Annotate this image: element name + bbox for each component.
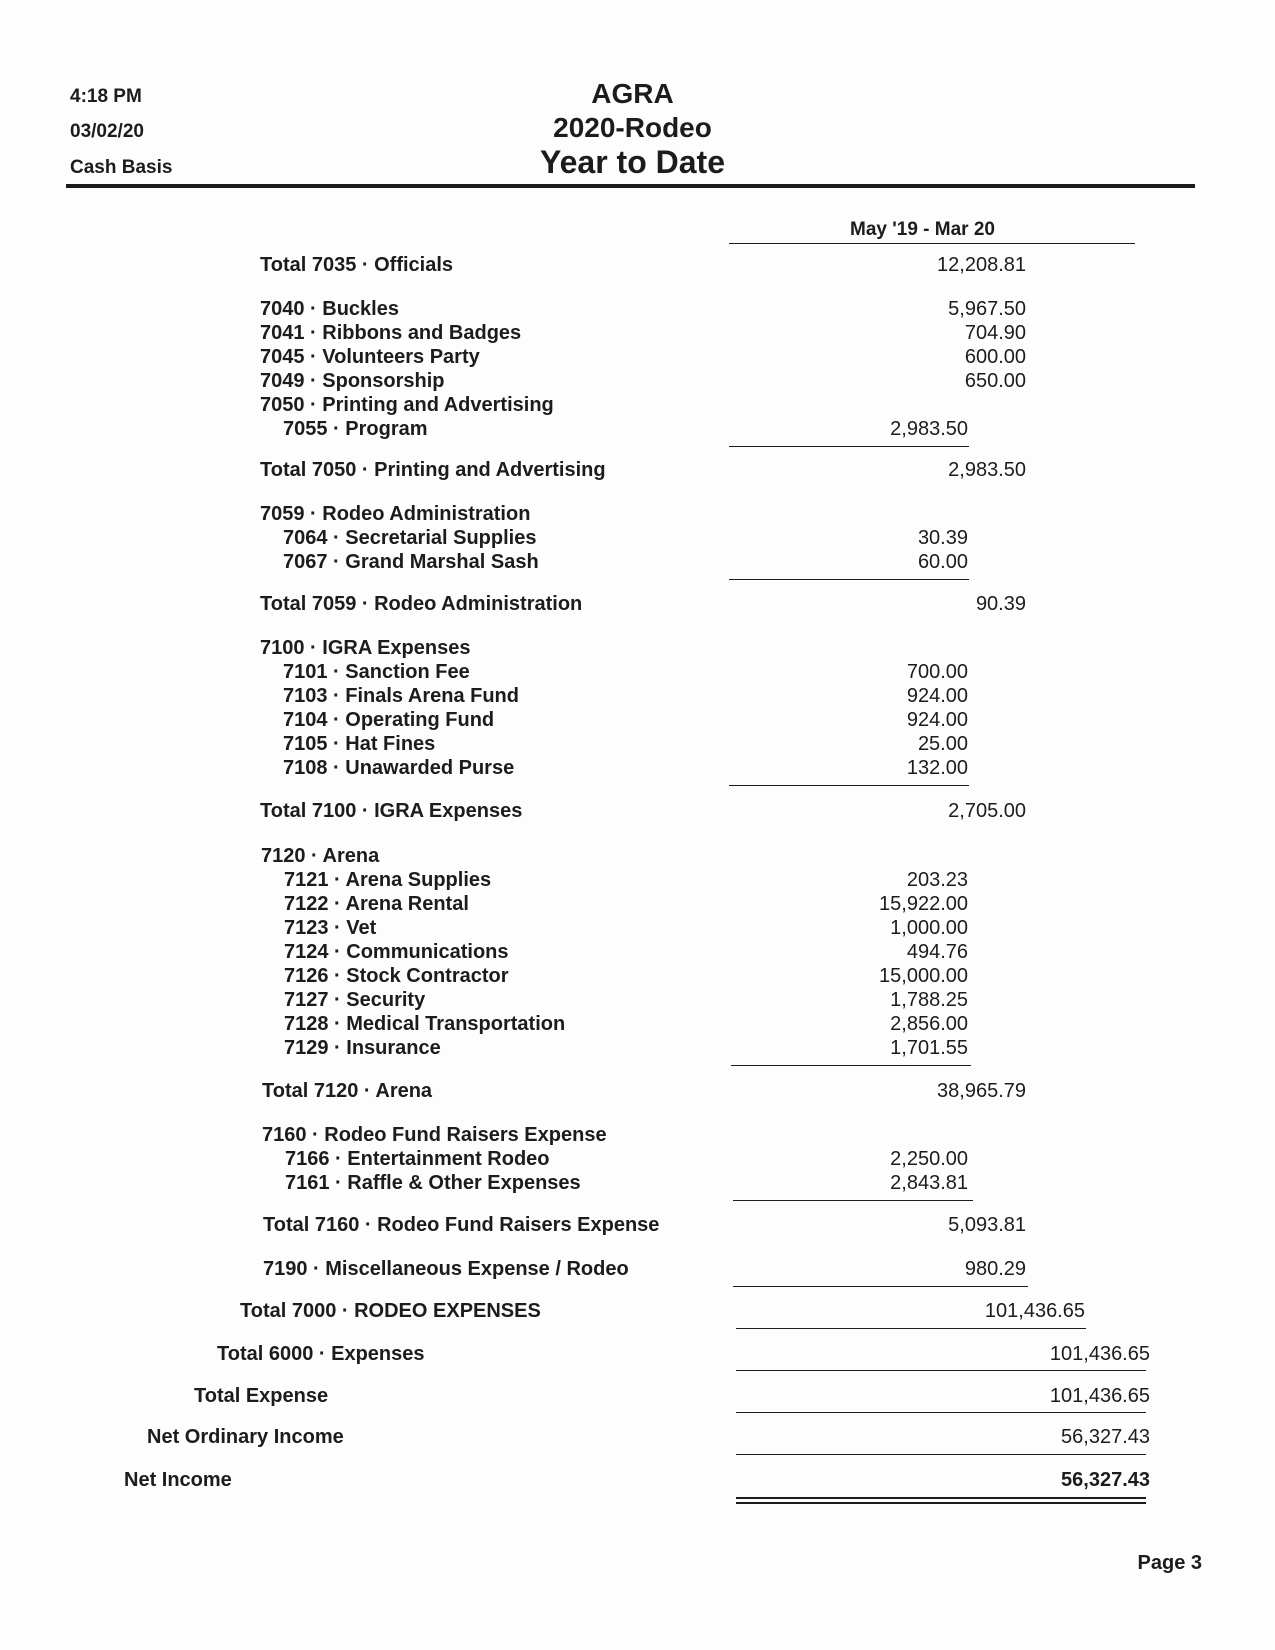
row-amount: 203.23	[906, 869, 968, 891]
report-date: 03/02/20	[70, 121, 144, 142]
row-label: 7104 · Operating Fund	[283, 709, 495, 731]
row-label: 7122 · Arena Rental	[284, 893, 469, 915]
report-row	[0, 593, 1275, 617]
row-label: 7123 · Vet	[284, 917, 377, 939]
subtotal-rule	[729, 446, 969, 447]
report-row	[0, 941, 1275, 965]
report-row	[0, 1300, 1275, 1324]
row-amount: 494.76	[906, 941, 968, 963]
row-label: 7045 · Volunteers Party	[260, 346, 480, 368]
report-row	[0, 254, 1275, 278]
subtotal-rule	[729, 785, 969, 786]
row-label: 7101 · Sanction Fee	[283, 661, 470, 683]
row-label: Total Expense	[194, 1385, 329, 1407]
report-row	[0, 1343, 1275, 1367]
row-label: 7064 · Secretarial Supplies	[283, 527, 537, 549]
row-label: 7040 · Buckles	[260, 298, 399, 320]
row-amount: 650.00	[964, 370, 1026, 392]
row-label: Total 7050 · Printing and Advertising	[260, 459, 606, 481]
report-row	[0, 1037, 1275, 1061]
total-rule	[736, 1370, 1146, 1371]
row-label: 7160 · Rodeo Fund Raisers Expense	[262, 1124, 607, 1146]
report-row	[0, 394, 1275, 418]
period-title: Year to Date	[540, 144, 725, 180]
row-amount: 2,983.50	[948, 459, 1026, 481]
row-label: Total 6000 · Expenses	[217, 1343, 425, 1365]
report-row	[0, 661, 1275, 685]
report-row	[0, 989, 1275, 1013]
report-row	[0, 551, 1275, 575]
report-row	[0, 322, 1275, 346]
row-label: Total 7160 · Rodeo Fund Raisers Expense	[263, 1214, 660, 1236]
row-amount: 1,788.25	[890, 989, 968, 1011]
row-amount: 15,000.00	[879, 965, 968, 987]
row-amount: 101,436.65	[984, 1300, 1085, 1322]
row-amount: 2,250.00	[890, 1148, 968, 1170]
report-row	[0, 346, 1275, 370]
row-amount: 38,965.79	[937, 1080, 1026, 1102]
total-rule	[736, 1412, 1146, 1413]
column-header: May '19 - Mar 20	[850, 219, 995, 240]
row-amount: 2,856.00	[890, 1013, 968, 1035]
report-row	[0, 418, 1275, 442]
row-label: Total 7035 · Officials	[260, 254, 454, 276]
row-amount: 56,327.43	[1061, 1426, 1150, 1448]
column-header-underline	[729, 243, 1135, 244]
row-label: 7103 · Finals Arena Fund	[283, 685, 519, 707]
total-rule	[736, 1454, 1146, 1455]
row-label: 7067 · Grand Marshal Sash	[283, 551, 539, 573]
subtotal-rule	[733, 1200, 973, 1201]
report-row	[0, 1385, 1275, 1409]
report-row	[0, 709, 1275, 733]
row-amount: 1,000.00	[890, 917, 968, 939]
row-amount: 101,436.65	[1049, 1385, 1150, 1407]
row-label: 7128 · Medical Transportation	[284, 1013, 566, 1035]
row-amount: 924.00	[906, 709, 968, 731]
report-basis: Cash Basis	[70, 157, 173, 178]
row-label: Total 7100 · IGRA Expenses	[260, 800, 523, 822]
report-row	[0, 298, 1275, 322]
report-row	[0, 503, 1275, 527]
row-label: 7049 · Sponsorship	[260, 370, 445, 392]
double-rule-top	[736, 1497, 1146, 1499]
subtotal-rule	[731, 1065, 971, 1066]
row-label: 7055 · Program	[283, 418, 428, 440]
row-label: Net Ordinary Income	[147, 1426, 344, 1448]
company-name: AGRA	[591, 78, 674, 109]
row-amount: 700.00	[906, 661, 968, 683]
report-row	[0, 845, 1275, 869]
row-amount: 60.00	[917, 551, 968, 573]
row-amount: 5,093.81	[948, 1214, 1026, 1236]
report-row	[0, 1013, 1275, 1037]
double-rule-bottom	[736, 1502, 1146, 1504]
row-amount: 30.39	[917, 527, 968, 549]
report-name: 2020-Rodeo	[553, 112, 712, 143]
row-amount: 132.00	[906, 757, 968, 779]
row-label: 7050 · Printing and Advertising	[260, 394, 554, 416]
total-rule	[736, 1328, 1086, 1329]
row-label: Total 7000 · RODEO EXPENSES	[240, 1300, 541, 1322]
report-row	[0, 370, 1275, 394]
row-label: 7100 · IGRA Expenses	[260, 637, 471, 659]
row-label: 7127 · Security	[284, 989, 426, 1011]
row-amount: 5,967.50	[948, 298, 1026, 320]
row-amount: 704.90	[964, 322, 1026, 344]
total-rule	[733, 1286, 1028, 1287]
row-amount: 90.39	[975, 593, 1026, 615]
row-label: 7161 · Raffle & Other Expenses	[285, 1172, 581, 1194]
subtotal-rule	[729, 579, 969, 580]
row-amount: 2,843.81	[890, 1172, 968, 1194]
report-row	[0, 459, 1275, 483]
report-row	[0, 869, 1275, 893]
row-amount: 15,922.00	[879, 893, 968, 915]
page-number: Page 3	[1137, 1552, 1202, 1574]
row-amount: 25.00	[917, 733, 968, 755]
report-row	[0, 800, 1275, 824]
header-divider	[66, 184, 1195, 188]
row-label: Total 7120 · Arena	[262, 1080, 433, 1102]
row-label: 7126 · Stock Contractor	[284, 965, 509, 987]
report-row	[0, 733, 1275, 757]
row-label: 7041 · Ribbons and Badges	[260, 322, 522, 344]
row-label: 7124 · Communications	[284, 941, 509, 963]
row-label: 7121 · Arena Supplies	[284, 869, 492, 891]
report-row	[0, 1426, 1275, 1450]
row-amount: 2,983.50	[890, 418, 968, 440]
report-row	[0, 685, 1275, 709]
report-row	[0, 893, 1275, 917]
row-amount: 980.29	[964, 1258, 1026, 1280]
report-row	[0, 1172, 1275, 1196]
row-amount: 12,208.81	[937, 254, 1026, 276]
report-row	[0, 1080, 1275, 1104]
row-amount: 101,436.65	[1049, 1343, 1150, 1365]
row-label: 7059 · Rodeo Administration	[260, 503, 531, 525]
net-income-row	[0, 1469, 1275, 1493]
row-label: 7166 · Entertainment Rodeo	[285, 1148, 550, 1170]
report-row	[0, 1214, 1275, 1238]
row-amount: 56,327.43	[1061, 1469, 1150, 1491]
report-row	[0, 917, 1275, 941]
report-row	[0, 965, 1275, 989]
report-row	[0, 637, 1275, 661]
report-row	[0, 1148, 1275, 1172]
row-amount: 924.00	[906, 685, 968, 707]
report-row	[0, 757, 1275, 781]
row-label: 7190 · Miscellaneous Expense / Rodeo	[263, 1258, 629, 1280]
row-label: 7120 · Arena	[261, 845, 380, 867]
report-row	[0, 527, 1275, 551]
row-amount: 600.00	[964, 346, 1026, 368]
report-row	[0, 1124, 1275, 1148]
row-amount: 2,705.00	[948, 800, 1026, 822]
row-label: Total 7059 · Rodeo Administration	[260, 593, 583, 615]
row-label: 7129 · Insurance	[284, 1037, 441, 1059]
report-row	[0, 1258, 1275, 1282]
row-label: 7105 · Hat Fines	[283, 733, 436, 755]
row-amount: 1,701.55	[890, 1037, 968, 1059]
row-label: 7108 · Unawarded Purse	[283, 757, 515, 779]
row-label: Net Income	[124, 1469, 232, 1491]
report-time: 4:18 PM	[70, 86, 142, 107]
